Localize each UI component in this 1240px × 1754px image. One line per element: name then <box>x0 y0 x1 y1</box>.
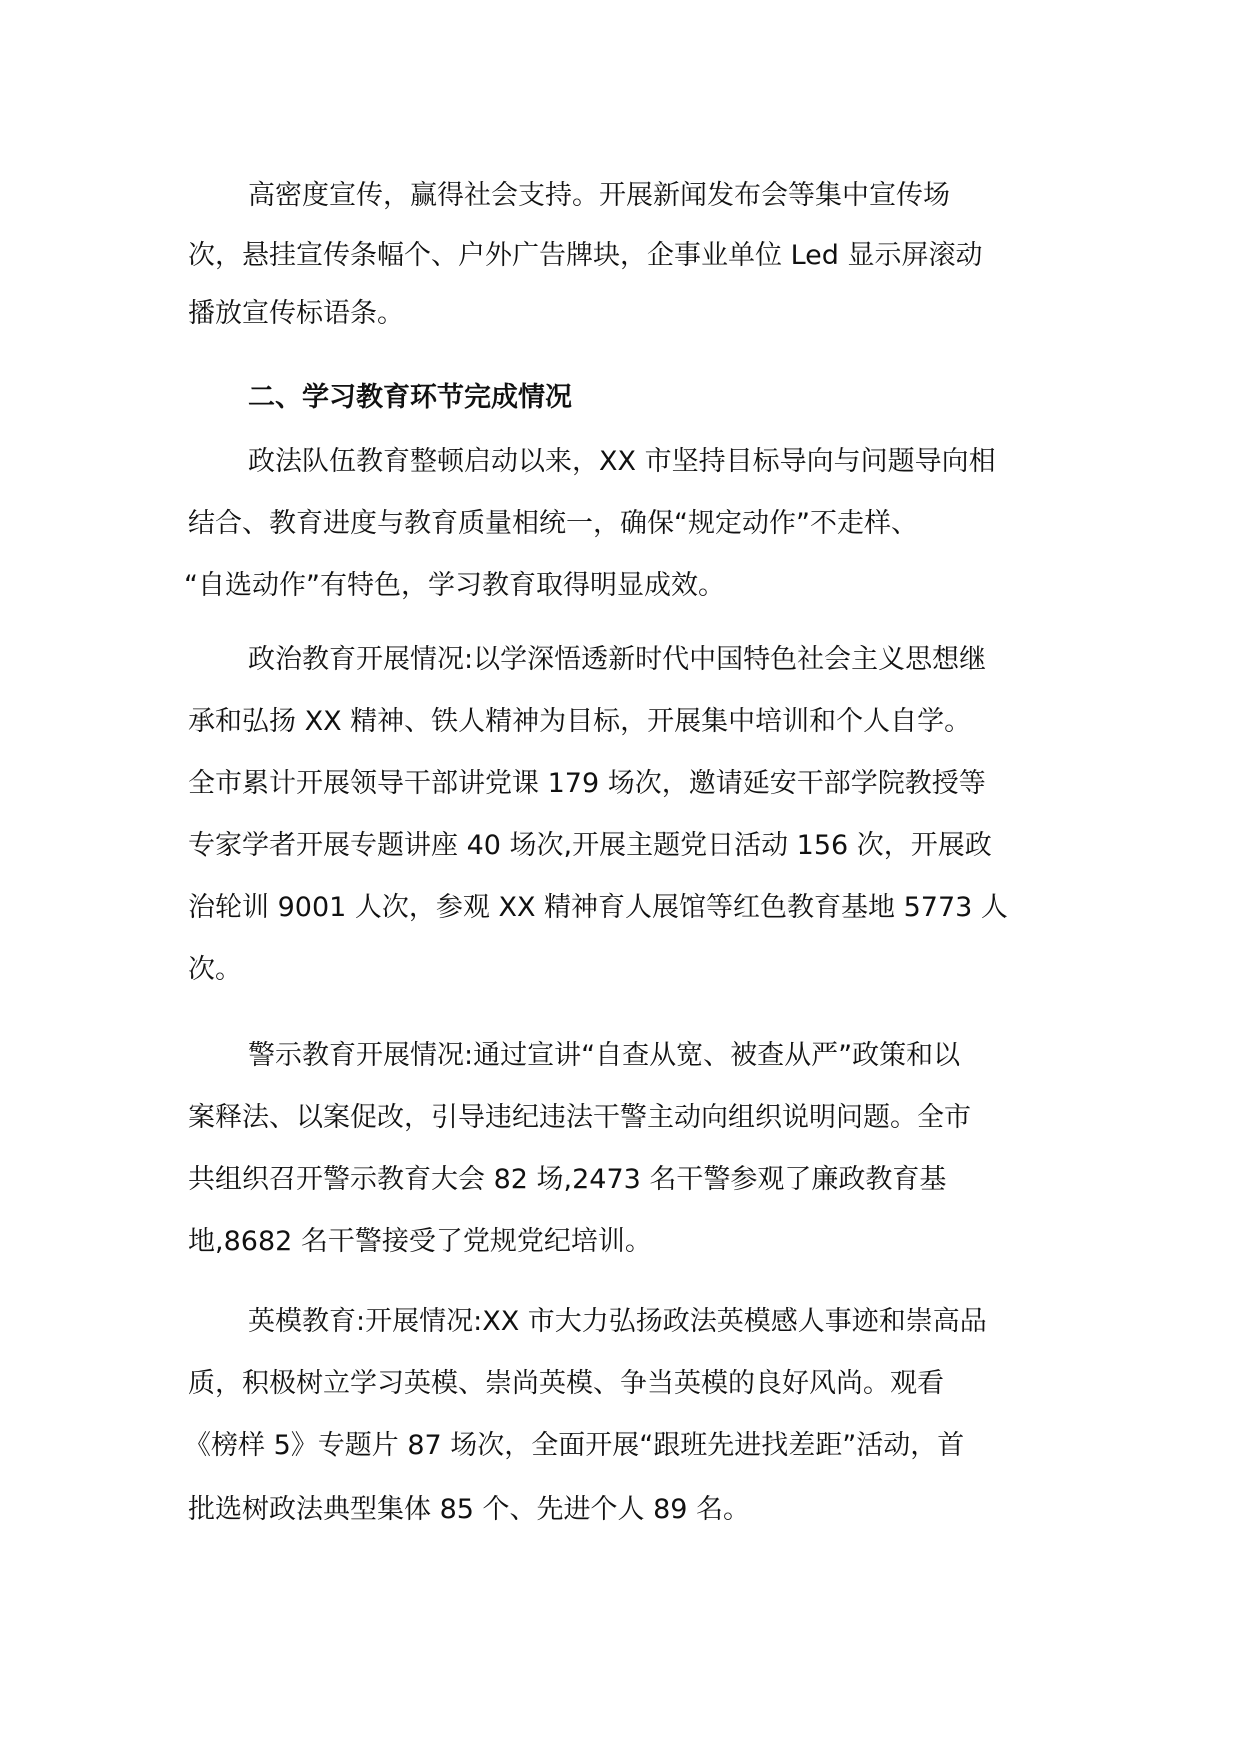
paragraph-political-line-5: 治轮训 9001 人次，参观 XX 精神育人展馆等红色教育基地 5773 人 <box>188 892 1008 923</box>
paragraph-warning-line-3: 共组织召开警示教育大会 82 场,2473 名干警参观了廉政教育基 <box>188 1164 947 1195</box>
paragraph-political-line-3: 全市累计开展领导干部讲党课 179 场次，邀请延安干部学院教授等 <box>188 768 986 799</box>
paragraph-intro-line-2: 结合、教育进度与教育质量相统一，确保“规定动作”不走样、 <box>188 508 918 539</box>
paragraph-model-line-2: 质，积极树立学习英模、崇尚英模、争当英模的良好风尚。观看 <box>188 1368 944 1399</box>
paragraph-political-line-6: 次。 <box>188 954 242 985</box>
paragraph-model-line-3: 《榜样 5》专题片 87 场次，全面开展“跟班先进找差距”活动，首 <box>184 1430 965 1461</box>
paragraph-model-line-1: 英模教育:开展情况:XX 市大力弘扬政法英模感人事迹和崇高品 <box>248 1306 987 1337</box>
paragraph-warning-line-1: 警示教育开展情况:通过宣讲“自查从宽、被查从严”政策和以 <box>248 1040 961 1071</box>
paragraph-model-line-4: 批选树政法典型集体 85 个、先进个人 89 名。 <box>188 1494 751 1525</box>
paragraph-publicity-line-3: 播放宣传标语条。 <box>188 298 404 329</box>
paragraph-political-line-2: 承和弘扬 XX 精神、铁人精神为目标，开展集中培训和个人自学。 <box>188 706 972 737</box>
paragraph-political-line-4: 专家学者开展专题讲座 40 场次,开展主题党日活动 156 次，开展政 <box>188 830 992 861</box>
paragraph-publicity-line-1: 高密度宣传，赢得社会支持。开展新闻发布会等集中宣传场 <box>248 180 950 211</box>
section-heading: 二、学习教育环节完成情况 <box>248 382 572 413</box>
paragraph-intro-line-3: “自选动作”有特色，学习教育取得明显成效。 <box>184 570 725 601</box>
paragraph-warning-line-4: 地,8682 名干警接受了党规党纪培训。 <box>188 1226 652 1257</box>
paragraph-warning-line-2: 案释法、以案促改，引导违纪违法干警主动向组织说明问题。全市 <box>188 1102 971 1133</box>
paragraph-publicity-line-2: 次，悬挂宣传条幅个、户外广告牌块，企事业单位 Led 显示屏滚动 <box>188 240 983 271</box>
paragraph-intro-line-1: 政法队伍教育整顿启动以来，XX 市坚持目标导向与问题导向相 <box>248 446 996 477</box>
paragraph-political-line-1: 政治教育开展情况:以学深悟透新时代中国特色社会主义思想继 <box>248 644 987 675</box>
